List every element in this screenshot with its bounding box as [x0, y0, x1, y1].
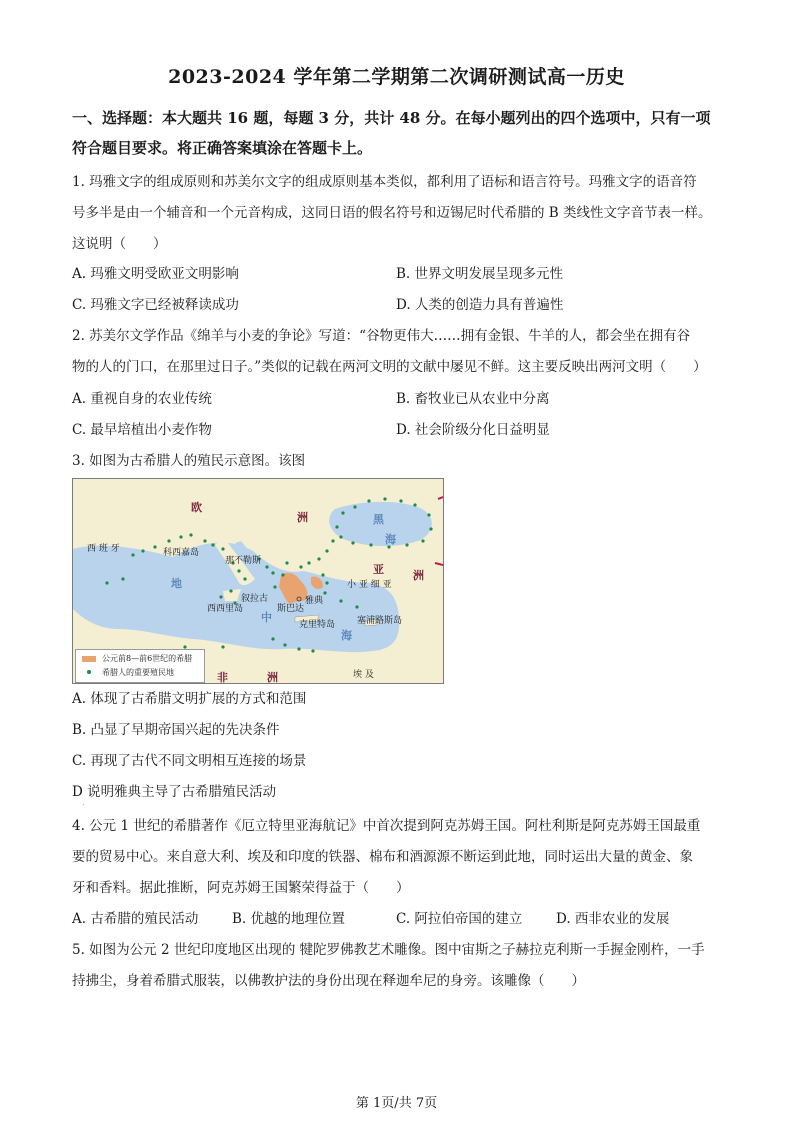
label-syracuse: 叙拉古 [241, 594, 269, 604]
label-sicily: 西西里岛 [207, 604, 244, 614]
frontier-line [435, 497, 443, 565]
label-black-sea-1: 黑 [373, 513, 384, 526]
section-heading-line-2: 符合题目要求。将正确答案填涂在答题卡上。 [72, 139, 373, 157]
q4-option-c[interactable]: C. 阿拉伯帝国的建立 [396, 911, 523, 927]
legend-item-greece: 公元前8—前6世纪的希腊 [102, 654, 193, 663]
label-africa-2: 洲 [267, 671, 278, 684]
section-heading-line-1: 一、选择题：本大题共 16 题，每题 3 分，共计 48 分。在每小题列出的四个选项中，只有一项 [72, 109, 711, 127]
label-europe-1: 欧 [191, 501, 202, 514]
label-cyprus: 塞浦路斯岛 [357, 616, 403, 626]
greek-colonization-map [72, 478, 444, 684]
label-med-1: 地 [171, 577, 182, 590]
q3-option-a[interactable]: A. 体现了古希腊文明扩展的方式和范围 [72, 691, 307, 707]
page-title: 2023-2024 学年第二学期第二次调研测试高一历史 [168, 66, 625, 88]
legend-item-colony: 希腊人的重要殖民地 [102, 668, 174, 677]
label-asia-minor: 小 亚 细 亚 [347, 580, 392, 590]
legend-dot-colony [87, 670, 91, 674]
label-med-2: 中 [261, 611, 272, 624]
label-athens: 雅典 [305, 596, 324, 606]
label-naples: 那不勒斯 [225, 556, 262, 566]
legend-swatch-greece [82, 656, 96, 662]
q1-option-b[interactable]: B. 世界文明发展呈现多元性 [396, 266, 564, 282]
q4-option-a[interactable]: A. 古希腊的殖民活动 [72, 911, 199, 927]
page-footer: 第 1页/共 7页 [355, 1096, 438, 1111]
q4-option-d[interactable]: D. 西非农业的发展 [556, 911, 670, 927]
q2-option-b[interactable]: B. 畜牧业已从农业中分离 [396, 391, 550, 407]
label-crete: 克里特岛 [299, 620, 336, 630]
label-spain: 西 班 牙 [87, 544, 120, 554]
q2-option-d[interactable]: D. 社会阶级分化日益明显 [396, 422, 550, 438]
q4-stem-line-3: 牙和香料。据此推断，阿克苏姆王国繁荣得益于（ ） [72, 880, 410, 896]
q1-stem-line-2: 号多半是由一个辅音和一个元音构成，这同日语的假名符号和迈锡尼时代希腊的 B 类线性文字音节表一样。 [72, 205, 712, 221]
q3-option-d[interactable]: D 说明雅典主导了古希腊殖民活动 [72, 784, 277, 800]
label-asia-1: 亚 [373, 563, 384, 576]
label-egypt: 埃 及 [353, 670, 374, 680]
q1-option-c[interactable]: C. 玛雅文字已经被释读成功 [72, 297, 239, 313]
q3-stem-line-1: 3. 如图为古希腊人的殖民示意图。该图 [72, 453, 306, 469]
label-corsica: 科西嘉岛 [163, 548, 200, 558]
q1-option-a[interactable]: A. 玛雅文明受欧亚文明影响 [72, 266, 239, 282]
q4-option-b[interactable]: B. 优越的地理位置 [232, 911, 346, 927]
q2-stem-line-2: 物的人的门口，在那里过日子。”类似的记载在两河文明的文献中屡见不鲜。这主要反映出两河文明（ ） [72, 359, 707, 375]
label-asia-2: 洲 [413, 569, 424, 582]
q5-stem-line-1: 5. 如图为公元 2 世纪印度地区出现的 犍陀罗佛教艺术雕像。图中宙斯之子赫拉克利斯一手握金刚杵，一手 [72, 942, 705, 958]
q4-stem-line-2: 要的贸易中心。来自意大利、埃及和印度的铁器、棉布和酒源源不断运到此地，同时运出大量的黄金、象 [72, 849, 693, 865]
label-black-sea-2: 海 [385, 533, 396, 546]
q2-option-a[interactable]: A. 重视自身的农业传统 [72, 391, 212, 407]
q2-stem-line-1: 2. 苏美尔文学作品《绵羊与小麦的争论》写道：“谷物更伟大……拥有金银、牛羊的人，都会坐在拥有谷 [72, 328, 691, 344]
q2-option-c[interactable]: C. 最早培植出小麦作物 [72, 422, 212, 438]
q4-stem-line-1: 4. 公元 1 世纪的希腊著作《厄立特里亚海航记》中首次提到阿克苏姆王国。阿杜利斯是阿克苏姆王国最重 [72, 818, 701, 834]
q3-option-b[interactable]: B. 凸显了早期帝国兴起的先决条件 [72, 722, 280, 738]
label-sparta: 斯巴达 [277, 604, 305, 614]
scan-dot: . [82, 798, 85, 807]
q3-option-c[interactable]: C. 再现了古代不同文明相互连接的场景 [72, 753, 307, 769]
map-legend [75, 649, 205, 683]
label-europe-2: 洲 [297, 511, 308, 524]
q1-stem-line-3: 这说明（ ） [72, 236, 167, 252]
q1-option-d[interactable]: D. 人类的创造力具有普遍性 [396, 297, 564, 313]
label-africa-1: 非 [217, 671, 228, 684]
q1-stem-line-1: 1. 玛雅文字的组成原则和苏美尔文字的组成原则基本类似，都利用了语标和语言符号。玛雅文字的语音符 [72, 174, 697, 190]
q5-stem-line-2: 持拂尘，身着希腊式服装，以佛教护法的身份出现在释迦牟尼的身旁。该雕像（ ） [72, 973, 585, 989]
label-med-3: 海 [341, 629, 352, 642]
